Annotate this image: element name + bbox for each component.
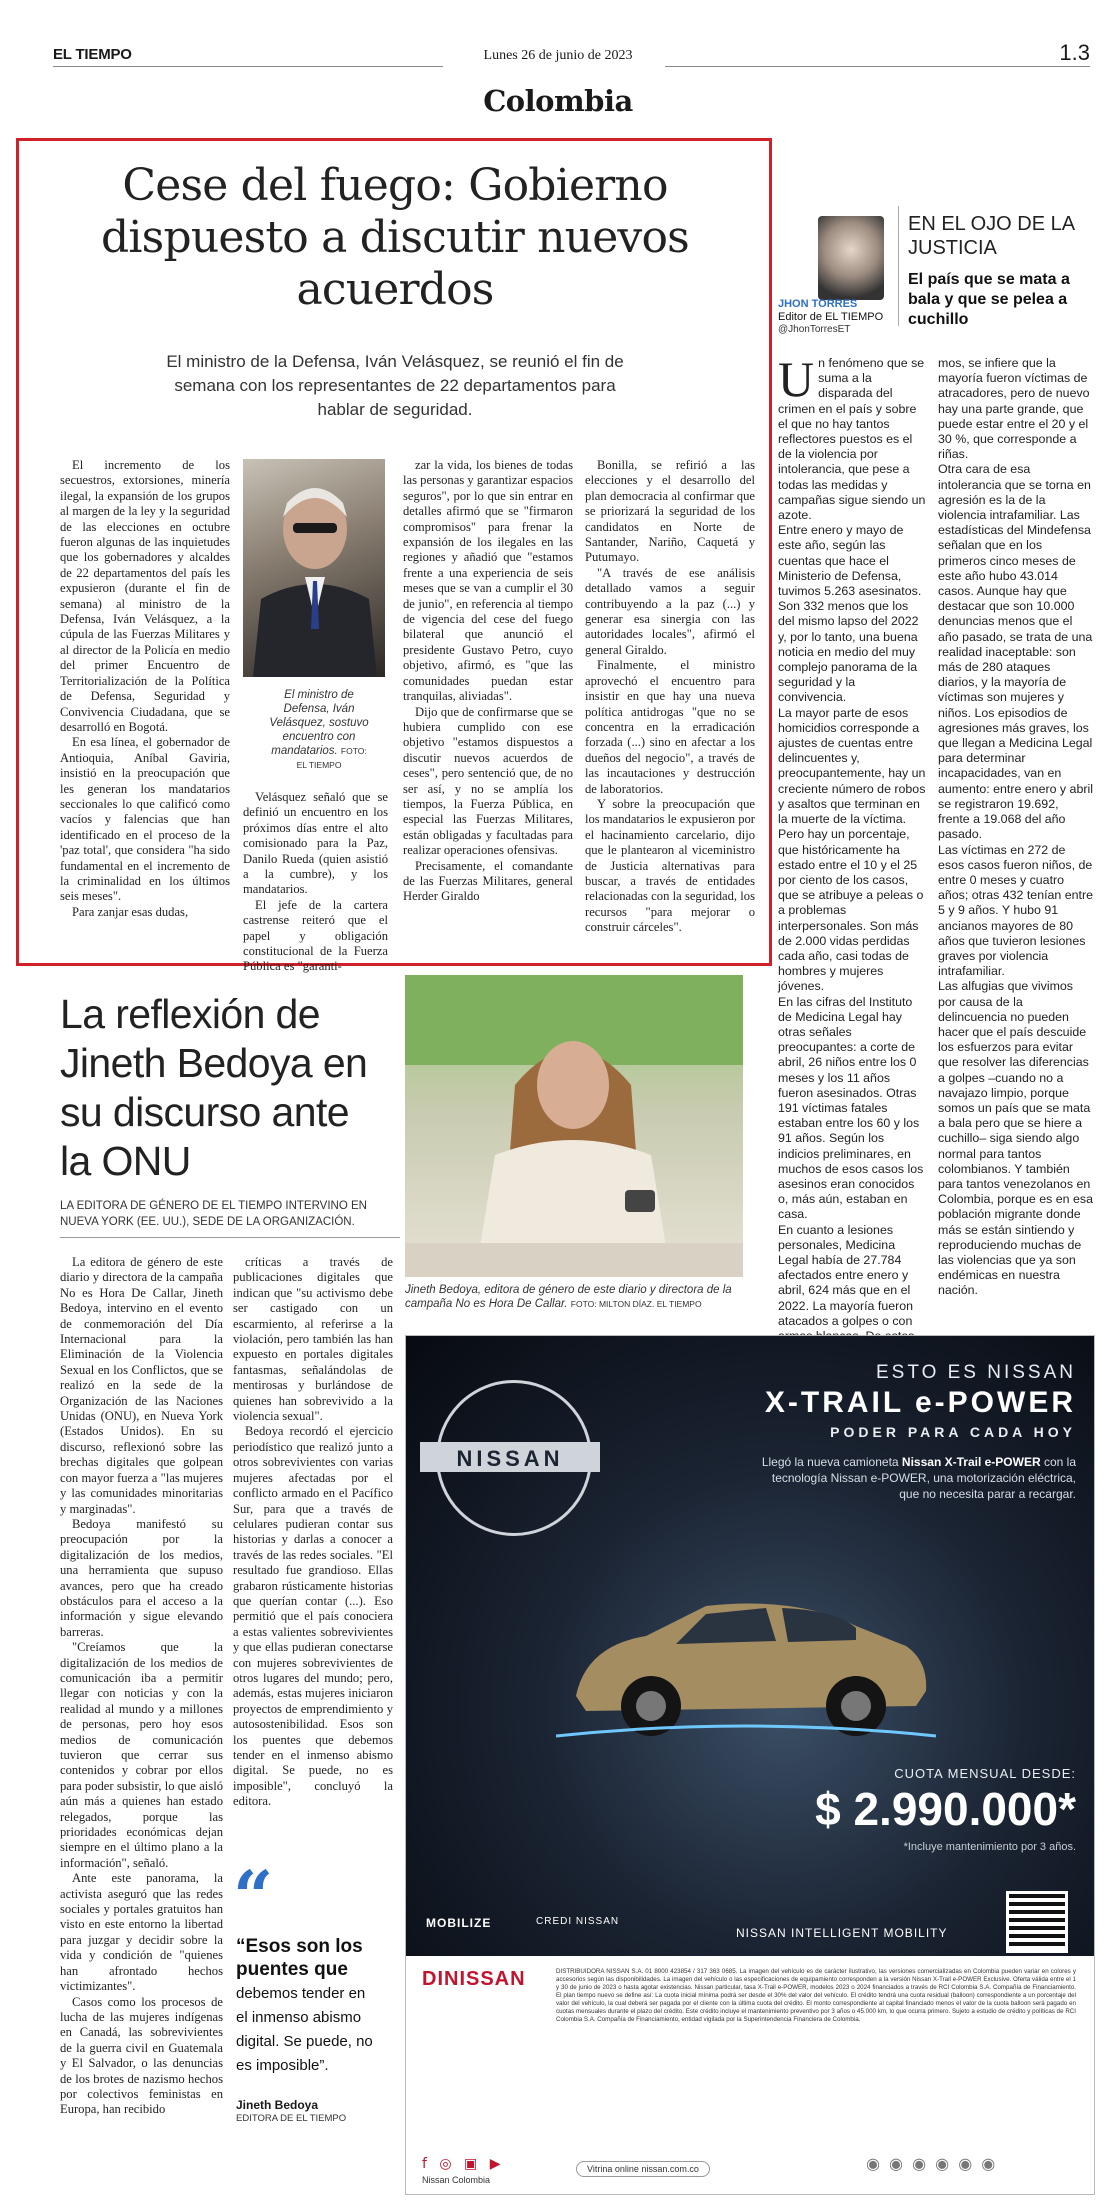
columnist-name: JHON TORRES [778,298,858,310]
paragraph: En cuanto a lesiones personales, Medicina Legal había de 27.784 afectados entre enero y abril, 624 más que en el 2022. La mayoría fueron atacados a golpes o con [778,1222,914,1328]
pull-quote-rest: debemos tender en el inmenso abismo digital. Se puede, no es imposible”. [236,1985,373,2074]
paragraph: Las alfugias que vivimos por causa de la delincuencia no pueden hacer que el país descuide los esfuerzos para evitar que resolver las diferencias a golpes –cuando no a navajazo limpio, porque somos un país que se mata a bala pero que se hiere a cuchillo– siga siendo algo normal para tantos colombianos. Y también para tantos venezolanos en Colombia, porque es en esa población migrante donde más se están sintiendo y reproduciendo muchas de las violencias que ya son endémicas en nuestra nación. [938,979,1093,1298]
paragraph: Y sobre la preocupación que los mandatarios le expusieron por el hacinamiento carcelario, dijo que le plantearon al viceministro de Justicia alternativas para buscar, a través de entidades relacionadas con la seguridad, los recursos "para mejorar o construir cárceles". [585,796,755,935]
price-note: *Incluye mantenimiento por 3 años. [903,1841,1076,1853]
section-title: Colombia [483,84,633,118]
minister-photo-art [243,459,385,677]
social-icons[interactable]: f ◎ ▣ ▶ [422,2156,505,2172]
photo-credit: FOTO: MILTON DÍAZ. EL TIEMPO [570,1299,702,1309]
issue-date: Lunes 26 de junio de 2023 [483,48,633,63]
columnist-role: Editor de EL TIEMPO [778,311,884,323]
minister-photo-caption [265,688,373,772]
second-headline: La reflexión de Jineth Bedoya en su discurso ante la ONU [60,991,368,1184]
price-label: CUOTA MENSUAL DESDE: [894,1766,1076,1781]
photo-credit: FOTO: EL TIEMPO [296,746,367,770]
caption-text: El ministro de Defensa, Iván Velásquez, sostuvo encuentro con mandatarios. [269,689,369,757]
paragraph: Para zanjar esas dudas, [72,904,189,919]
intelligent-mobility-logo: NISSAN INTELLIGENT MOBILITY [736,1926,948,1940]
masthead-rule-right [665,66,1090,67]
mobilize-logo: MOBILIZE [426,1916,492,1930]
ad-title: X-TRAIL e-POWER [764,1386,1076,1419]
paragraph: La mayor parte de esos homicidios corresponde a ajustes de cuentas entre delincuentes y, preocupantemente, hay un creciente número de robos y asaltos que terminan en la muerte de la víctima. [778,705,926,827]
drop-cap: U [778,351,815,407]
main-column-1 [60,458,230,920]
main-column-3 [403,458,573,905]
bedoya-photo-caption [405,1283,745,1311]
paragraph: mos, se infiere que la mayoría fueron víctimas de atracadores, pero de nuevo hay una parte grande, que puede estar entre el 20 y el 30 %, que corresponde a riñas. [938,356,1090,462]
ad-url-link[interactable]: Vitrina online nissan.com.co [576,2161,710,2177]
ad-copy [756,1454,1076,1502]
qr-code-icon[interactable] [1006,1891,1068,1953]
paragraph: Casos como los procesos de lucha de las mujeres indígenas en Canadá, las sobrevivientes de la guerra civil en Guatemala y El Salvador, o las denuncias de los brotes de nazismo hechos por colectivos feministas en Europa, han recibido [60,1994,223,2117]
paragraph: Bonilla, se refirió a las elecciones y el desarrollo del plan democracia al confirmar que se priorizará la seguridad de los candidatos en Norte de Santander, Nariño, Caquetá y Putumayo. [585,458,755,565]
paragraph: Bedoya recordó el ejercicio periodístico que realizó junto a otros sobrevivientes con varias mujeres afectadas por el conflicto armado en el Pacífico Sur, para que a través de celulares pudieran contar sus historias y darlas a conocer a través de las redes sociales. "El resultado fue grandioso. Ellas grabaron rústicamente historias que querían contar (...). Eso permitió que el país conociera a estas valientes sobrevivientes y que ellas pudieran conectarse con mujeres sobrevivientes de otros lugares del mundo; pero, además, estas mujeres iniciaron proyectos de emprendimiento y autosostenibilidad. Esos son los puentes que debemos tender en el inmenso abismo digital. Se puede, no es imposible", concluyó la editora. [233,1424,393,1809]
columnist-photo [818,216,884,300]
paragraph: En esa línea, el gobernador de Antioquia, Aníbal Gaviria, insistió en la preocupación que les generan los mandatarios seccionales lo que calificó como vacíos y falencias que han identificado en el proceso de la 'paz total', que considera "ha sido fundamental en el incremento de la criminalidad en los últimos seis meses". [60,735,230,904]
legal-text: DISTRIBUIDORA NISSAN S.A. 01 8000 423854 / 317 363 0685. La imagen del vehículo es de carácter ilustrativo, las versiones comercializadas en Colombia pueden variar en colores y accesorios según las disponibilidades. La imagen del vehículo o las especificaciones de equipamiento corresponden a la versión Nissan X-Trail e-POWER Exclusive. Oferta válida entre el 1 y 30 de junio de 2023 o hasta agotar existencias. Nissan particular, tasa X-Trail e-POWER, modelos 2023 o 2024 financiados a través de RCI Colombia S.A. Compañía de Financiamiento. El plan tiempo nuevo se define así: La cuota inicial mínima podrá ser desde el 30% del valor del vehículo. El crédito tendrá una cuota residual (balloon) correspondiente a un porcentaje del valor del vehículo, la cual deberá ser pagada por el cliente con la última cuota del crédito. El monto correspondiente al capital financiado menos el valor de la cuota balloon será pagado en cuotas mensuales durante el plazo del crédito. Este crédito incluye el mantenimiento preventivo por 3 años o 45.000 km, lo que ocurra primero. Sujeto a estudio de crédito y políticas de RCI Colombia S.A. Compañía de Financiamiento, entidad vigilada por la Superintendencia Financiera de Colombia. [556,1968,1076,2023]
newspaper-logo: EL TIEMPO [53,46,132,63]
price: $ 2.990.000* [815,1783,1076,1835]
paragraph: Ante este panorama, la activista aseguró que las redes sociales y portales gratuitos han visto en este entorno la libertad para juzgar y decidir sobre la vida y condición de "quienes han afrontado hechos victimizantes". [60,1871,223,1994]
nissan-advertisement[interactable] [405,1335,1095,2195]
second-column-2 [233,1255,393,1810]
minister-photo [243,459,385,677]
main-headline: Cese del fuego: Gobierno dispuesto a discutir nuevos acuerdos [101,160,689,315]
paragraph: Entre enero y mayo de este año, según las cuentas que hace el Ministerio de Defensa, tuvimos 5.263 asesinatos. Son 332 menos que los del mismo lapso del 2022 y, por lo tanto, una buena noticia en medio del muy complejo panorama de la seguridad y la convivencia. [778,523,922,705]
bedoya-photo [405,975,743,1277]
paragraph: "A través de ese análisis detallado vamos a seguir contribuyendo a la paz (...) y generar esa sinergia con las autoridades locales", afirmó el general Giraldo. [585,565,755,657]
certification-seals-icon: ◉ ◉ ◉ ◉ ◉ ◉ [866,2154,998,2173]
quote-mark-icon: “ [233,1855,274,1938]
masthead-rule-left [53,66,443,67]
ad-copy-pre: Llegó la nueva camioneta [761,1455,899,1469]
social-brand: Nissan Colombia [422,2175,491,2185]
main-deck: El ministro de la Defensa, Iván Velásquez, se reunió el fin de semana con los representantes de 22 departamentos para hablar de seguridad. [166,352,624,419]
pull-quote-role: EDITORA DE EL TIEMPO [236,2113,347,2124]
nissan-logo: NISSAN [456,1446,564,1471]
paragraph: zar la vida, los bienes de todas las personas y garantizar espacios seguros", por lo que sin entrar en detalles afirmó que se "firmaron compromisos" para frenar la expansión de los ilegales en las regiones y añadió que "estamos frente a una experiencia de seis meses que se van a cumplir el 30 de junio", en referencia al tiempo de vigencia del cese del fuego bilateral que anunció el presidente Gustavo Petro, cuyo objetivo, afirmó, es "que las comunidades puedan estar tranquilas, aliviadas". [403,458,573,704]
column-series-title: EN EL OJO DE LA JUSTICIA [908,213,1074,259]
ad-copy-bold: Nissan X-Trail e-POWER [901,1455,1041,1469]
bedoya-photo-art [405,975,743,1277]
main-column-2-lower [243,790,388,975]
ad-copy-post: con la tecnología Nissan e-POWER, una motorización eléctrica, que no necesita parar a recargar. [771,1455,1076,1501]
column-text-2 [938,356,1093,1299]
pull-quote [236,1935,376,2077]
credinissan-logo: CREDI NISSAN [536,1916,620,1927]
paragraph: Velásquez señaló que se definió un encuentro en los próximos días entre el alto comisionado para la Paz, Danilo Rueda (quien asistió a la cumbre), y los mandatarios. [243,790,388,897]
column-text-1 [778,351,926,1359]
page-number: 1.3 [1059,40,1090,65]
paragraph: La editora de género de este diario y directora de la campaña No es Hora De Callar, Jineth Bedoya, intervino en el evento de conmemoración del Día Internacional para la Eliminación de la Violencia Sexual en los Conflictos, que se realizó en la sede de la Organización de las Naciones Unidas (ONU), en Nueva York (Estados Unidos). En su discurso, reflexionó sobre las brechas digitales que golpean con mayor fuerza a "las mujeres y las comunidades minoritarias y marginadas". [60,1255,223,1516]
kicker-rule [60,1237,400,1238]
caption-text: Jineth Bedoya, editora de género de este diario y directora de la campaña No es Hora De Callar. [405,1284,732,1310]
column-divider [898,206,899,326]
column-headline: El país que se mata a bala y que se pelea a cuchillo [908,271,1070,328]
suv-illustration [556,1566,936,1746]
paragraph: Dijo que de confirmarse que se hubiera cumplido con ese objetivo "estamos dispuestos a discutir nuevos acuerdos de ceses", pero sentenció que, de no ser así, y no se amplía los tiempos, la Fuerza Pública, en especial las Fuerzas Militares, están obligadas y facultadas para realizar operaciones ofensivas. [403,704,573,858]
paragraph: Bedoya manifestó su preocupación por la digitalización de los medios, una herramienta que supuso avances, pero que ha creado obstáculos para el acceso a la información y sigue elevando barreras. [60,1516,223,1639]
paragraph: Las víctimas en 272 de esos casos fueron niños, de entre 0 meses y cuatro años; otras 432 tenían entre 5 y 9 años. Y hubo 91 ancianos mayores de 80 años que tuvieron lesiones graves por violencia intrafamiliar. [938,842,1093,979]
paragraph: Pero hay un porcentaje, que históricamente ha estado entre el 10 y el 25 por ciento de los casos, que se atribuye a peleas o a problemas interpersonales. Son más de 2.000 vidas perdidas cada año, casi todas de hombres y mujeres jóvenes. [778,827,924,994]
paragraph: El jefe de la cartera castrense reiteró que el papel y obligación constitucional de la Fuerza Pública es "garanti- [243,897,388,974]
paragraph: Finalmente, el ministro aprovechó el encuentro para insistir en que hay una nueva política antidrogas "que no se concentra en la erradicación forzada (...) sino en afectar a los dueños del negocio", a través de las incautaciones y destrucción de laboratorios. [585,658,755,796]
paragraph: Otra cara de esa intolerancia que se torna en agresión es la de la violencia intrafamiliar. Las estadísticas del Mindefensa señalan que en los primeros cinco meses de este año hubo 43.014 casos. Aunque hay que destacar que son 10.000 denuncias menos que el año pasado, se trata de una realidad inaceptable: son más de 280 ataques diarios, y la mayoría de víctimas son mujeres y niños. Los episodios de agresiones más graves, los que llegan a Medicina Legal para determinar incapacidades, van en aumento: entre enero y abril se registraron 19.692, frente a 19.068 del año pasado. [938,462,1093,842]
paragraph: críticas a través de publicaciones digitales que indican que "su activismo debe ser castigado con un escarmiento, al referirse a la violación, pero también las han expuesto en portales digitales fantasmas, señalándolas de mentirosas y burlándose de quienes han sobrevivido a la violencia sexual". [233,1255,393,1424]
pull-quote-bold: “Esos son los puentes que [236,1936,363,1980]
paragraph: El incremento de los secuestros, extorsiones, minería ilegal, la expansión de los grupos al margen de la ley y la seguridad de las elecciones en octubre fueron algunas de las inquietudes que los gobernadores y alcaldes de 22 departamentos del país les expusieron (durante el fin de semana) al ministro de la Defensa, Iván Velásquez, a la cúpula de las Fuerzas Militares y al director de la Policía en medio del primer Encuentro de Territorialización de la Política de Defensa, Seguridad y Convivencia Ciudadana, que se desarrolló en Bogotá. [60,458,230,734]
pull-quote-name: Jineth Bedoya [236,2098,319,2112]
paragraph-text: n fenómeno que se suma a la disparada del crimen en el país y sobre el que no hay tantos reflectores puestos es el de la violencia por intolerancia, que pese a todas las medidas y campañas sigue siendo un azote. [778,356,926,523]
ad-footer [406,1956,1094,2195]
paragraph: En las cifras del Instituto de Medicina Legal hay otras señales preocupantes: a corte de abril, 26 niños entre los 0 meses y los 11 años fueron asesinados. Otras 191 víctimas fatales estaban entre los 60 y los 91 años. Según los indicios preliminares, en muchos de esos casos los asesinos eran conocidos o, más aún, estaban en casa. [778,994,924,1222]
ad-subtitle: PODER PARA CADA HOY [830,1424,1076,1440]
columnist-handle: @JhonTorresET [778,324,851,335]
second-kicker: LA EDITORA DE GÉNERO DE EL TIEMPO INTERVINO EN NUEVA YORK (EE. UU.), SEDE DE LA ORGANIZACIÓN. [60,1200,367,1228]
ad-hero [406,1336,1094,1956]
paragraph [778,351,926,523]
main-column-4 [585,458,755,936]
ad-kicker: ESTO ES NISSAN [875,1362,1076,1383]
dealer-logo: DINISSAN [422,1968,526,1990]
paragraph: Precisamente, el comandante de las Fuerzas Militares, general Herder Giraldo [403,858,573,904]
second-column-1 [60,1255,223,2118]
paragraph: "Creíamos que la digitalización de los medios de comunicación iba a permitir llegar con noticias y con la realidad al mundo y a millones de personas, pero hoy esos medios de comunicación tuvieron que cerrar sus contenidos y cobrar por ellos para poder subsistir, lo que aisló aún más a quienes han estado relegados, porque las prioridades económicas dejan siempre en el último plano a la información", señaló. [60,1640,223,1870]
